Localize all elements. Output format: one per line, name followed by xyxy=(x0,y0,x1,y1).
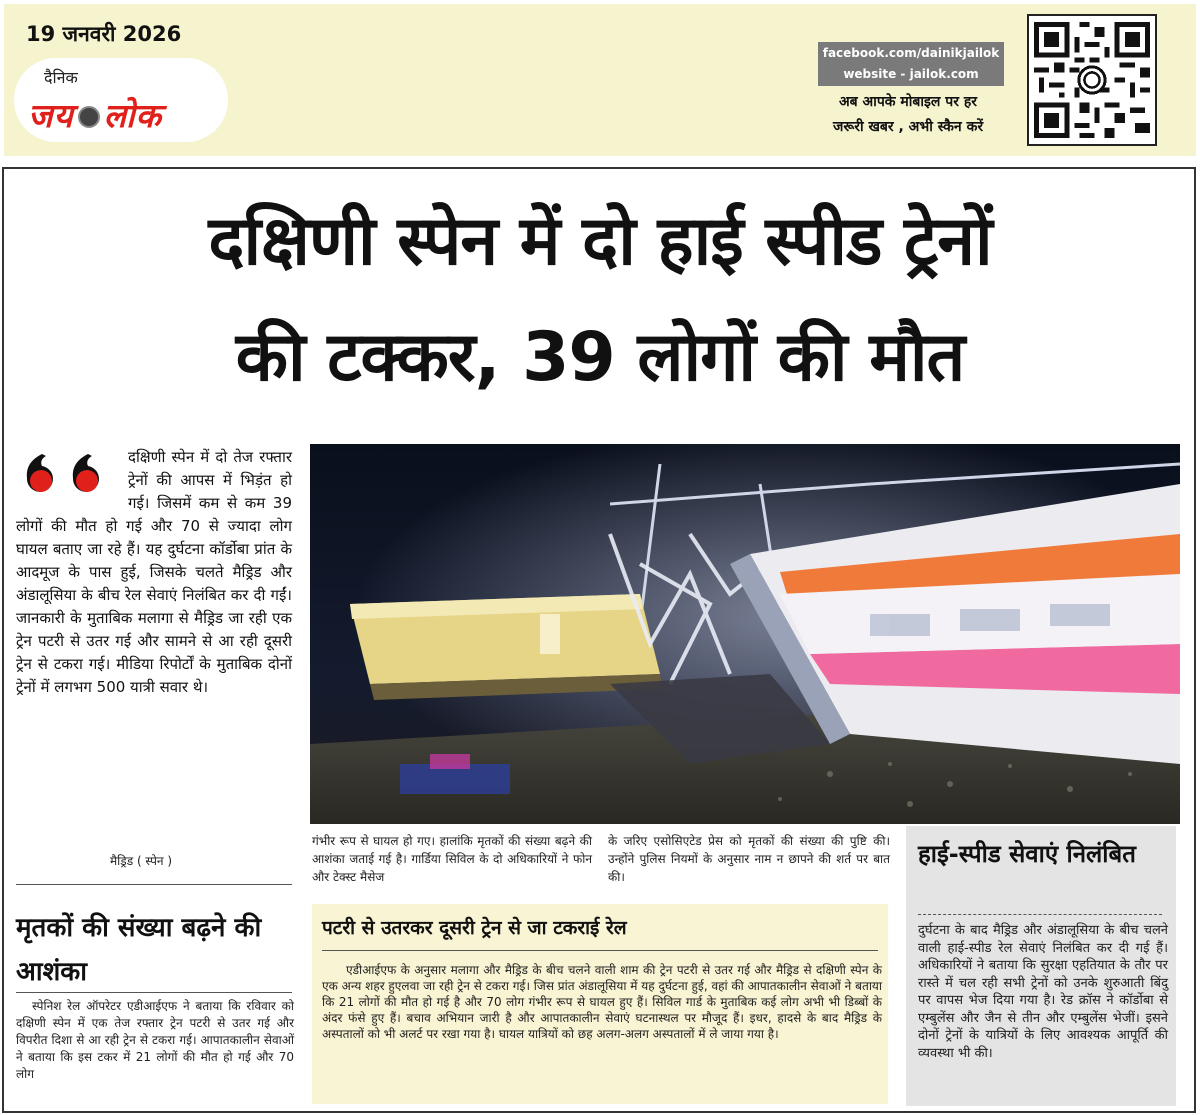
divider xyxy=(16,884,292,885)
lead-text: दक्षिणी स्पेन में दो तेज रफ्तार ट्रेनों की आपस में भिड़ंत हो गई। जिसमें कम से कम 39 लोगों की मौत हो गई और 70 से ज्यादा लोग घायल बताए जा रहे हैं। यह दुर्घटना कॉर्डोबा प्रांत के आदमूज के पास हुई, जिसके चलते मैड्रिड और अंडालूसिया के बीच रेल सेवाएं निलंबित कर दी गईं। जानकारी के मुताबिक मलागा से मैड्रिड जा रही एक ट्रेन पटरी से उतर गई और सामने से आ रही दूसरी ट्रेन से टकरा गई। मीडिया रिपोर्टों के मुताबिक दोनों ट्रेनों में लगभग 500 यात्री सवार थे। xyxy=(16,448,292,696)
divider xyxy=(918,914,1162,915)
subheading-derailment: पटरी से उतरकर दूसरी ट्रेन से जा टकराई रेल xyxy=(322,917,627,939)
divider xyxy=(16,992,292,993)
globe-icon xyxy=(78,106,100,128)
subheading-death-toll: मृतकों की संख्या बढ़ने की आशंका xyxy=(16,913,262,987)
body-mid-column-2: के जरिए एसोसिएटेड प्रेस को मृतकों की संख्या की पुष्टि की। उन्होंने पुलिस नियमों के अनुसार नाम न छापने की शर्त पर बात की। xyxy=(608,834,890,884)
logo-subtitle: दैनिक xyxy=(44,68,78,87)
logo-word-right: लोक xyxy=(103,96,162,135)
body-left-column: स्पेनिश रेल ऑपरेटर एडीआईएफ ने बताया कि रविवार को दक्षिणी स्पेन में एक तेज रफ्तार ट्रेन पटरी से उतर गई और विपरीत दिशा से आ रही ट्रेन से टकरा गई। आपातकालीन सेवाओं ने बताया कि इस टकर में 21 लोगों की मौत हो गई और 70 लोग xyxy=(16,999,294,1081)
social-links[interactable] xyxy=(818,42,1004,86)
scan-tagline xyxy=(808,90,1008,140)
divider xyxy=(322,950,878,951)
body-mid-column-1: गंभीर रूप से घायल हो गए। हालांकि मृतकों की संख्या बढ़ने की आशंका जताई गई है। गार्डिया सिविल के दो अधिकारियों ने फोन और टेक्स्ट मैसेज xyxy=(312,834,592,884)
body-services-suspended: दुर्घटना के बाद मैड्रिड और अंडालूसिया के बीच चलने वाली हाई-स्पीड रेल सेवाएं निलंबित कर दी गई हैं। अधिकारियों ने बताया कि सुरक्षा एहतियात के तौर पर रास्ते में चल रही सभी ट्रेनों को उनके शुरुआती बिंदु पर वापस भेज दिया गया है। रेड क्रॉस ने कॉर्डोबा से एम्बुलेंस और जैन से तीन और एम्बुलेंस भेजीं। इसने दोनों ट्रेनों के यात्रियों के लिए आवश्यक आपूर्ति की व्यवस्था भी की। xyxy=(918,923,1168,1061)
website-link[interactable]: website - jailok.com xyxy=(843,67,979,81)
subheading-services-suspended: हाई-स्पीड सेवाएं निलंबित xyxy=(918,840,1136,868)
body-derailment: एडीआईएफ के अनुसार मलागा और मैड्रिड के बीच चलने वाली शाम की ट्रेन पटरी से उतर गई और मैड्रिड से दक्षिणी स्पेन के एक अन्य शहर हुएलवा जा रही ट्रेन से टकरा गई। जिस प्रांत अंडालूसिया में यह दुर्घटना हुई, वहां की आपातकालीन सेवाओं ने बताया कि 21 लोगों की मौत हो गई है और 70 लोग गंभीर रूप से घायल हुए हैं। सिविल गार्ड के मुताबिक कई लोग अभी भी डिब्बों के अंदर फंसे हुए हैं। बचाव अभियान जारी है और आपातकालीन सेवाएं घटनास्थल पर मौजूद हैं। इधर, हादसे के बाद मैड्रिड के अस्पतालों को भी अलर्ट पर रखा गया है। घायल यात्रियों को छह अलग-अलग अस्पतालों में ले जाया गया है। xyxy=(322,963,882,1041)
logo-word-left: जय xyxy=(28,96,74,135)
issue-date: 19 जनवरी 2026 xyxy=(26,22,182,46)
main-headline xyxy=(14,184,1186,416)
tagline-line-2: जरूरी खबर , अभी स्कैन करें xyxy=(832,119,984,135)
train-crash-photo xyxy=(310,444,1180,824)
tagline-line-1: अब आपके मोबाइल पर हर xyxy=(838,94,978,110)
headline-line-2: की टक्कर, 39 लोगों की मौत xyxy=(235,318,965,397)
newspaper-logo[interactable] xyxy=(28,92,162,137)
dateline: मैड्रिड ( स्पेन ) xyxy=(110,854,173,868)
facebook-link[interactable]: facebook.com/dainikjailok xyxy=(822,46,1000,60)
qr-code-icon[interactable] xyxy=(1027,14,1157,146)
quote-icon xyxy=(20,446,110,496)
headline-line-1: दक्षिणी स्पेन में दो हाई स्पीड ट्रेनों xyxy=(208,202,992,281)
